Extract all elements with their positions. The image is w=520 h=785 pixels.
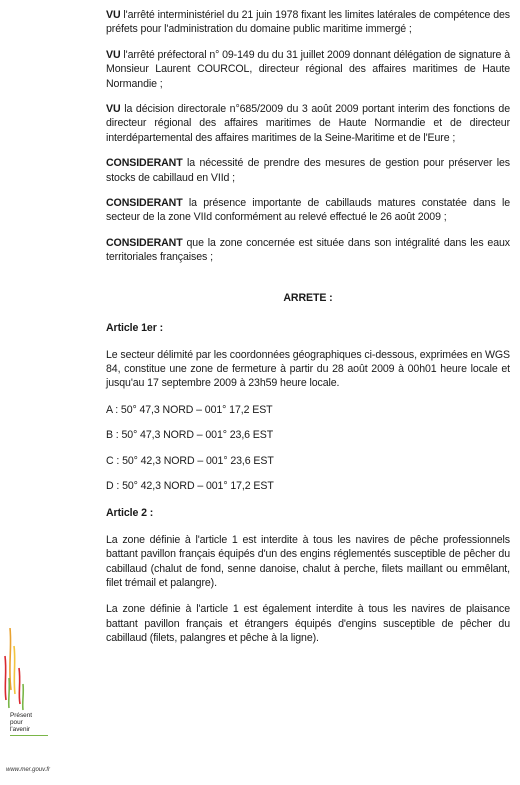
- vu-paragraph-1: VU l'arrêté interministériel du 21 juin 1978 fixant les limites latérales de compétence des préfets pour l'administration du domaine public maritime immergé ;: [106, 9, 510, 36]
- document-body: [106, 8, 510, 657]
- article-1-text: Le secteur délimité par les coordonnées géographiques ci-dessous, exprimées en WGS 84, constitue une zone de fermeture à partir du 28 août 2009 à 00h01 heure locale et jusqu'au 17 septembre 2009 à 23h59 heure locale.: [106, 348, 511, 390]
- considerant-paragraph-1: CONSIDERANT la nécessité de prendre des mesures de gestion pour préserver les stocks de cabillaud en VIId ;: [106, 157, 510, 184]
- arrete-heading: ARRETE :: [283, 291, 333, 304]
- article-2-paragraph-2: La zone définie à l'article 1 est également interdite à tous les navires de plaisance battant pavillon français et étrangers équipés d'engins susceptible de pêcher du cabillaud (filets, palangres et pêche à la ligne).: [106, 603, 510, 645]
- coordinate-a: A : 50° 47,3 NORD – 001° 17,2 EST: [106, 403, 273, 416]
- website-url: www.mer.gouv.fr: [6, 767, 51, 773]
- article-2-title: Article 2 :: [106, 507, 154, 520]
- considerant-paragraph-2: CONSIDERANT la présence importante de cabillauds matures constatée dans le secteur de la zone VIId conformément au relevé effectué le 26 août 2009 ;: [106, 197, 510, 224]
- coordinate-b: B : 50° 47,3 NORD – 001° 23,6 EST: [106, 429, 274, 442]
- considerant-paragraph-3: CONSIDERANT que la zone concernée est située dans son intégralité dans les eaux territoriales françaises ;: [106, 236, 510, 264]
- logo-tagline: Présent pour l'avenir: [10, 712, 33, 733]
- vu-paragraph-3: VU la décision directorale n°685/2009 du 3 août 2009 portant interim des fonctions de directeur régional des affaires maritimes de Haute Normandie et de directeur interdépartemental des affaires maritimes de la Seine-Maritime et de l'Eure ;: [106, 103, 510, 144]
- coordinate-d: D : 50° 42,3 NORD – 001° 17,2 EST: [106, 479, 274, 492]
- logo-underline: [10, 735, 48, 736]
- article-2-paragraph-1: La zone définie à l'article 1 est interdite à tous les navires de pêche professionnels battant pavillon français équipés d'un des engins réglementés susceptible de pêcher du cabillaud (chalut de fond, senne danoise, chalut à perche, filets maillant ou emmêlant, filet trémail et palangre).: [106, 533, 510, 589]
- vu-paragraph-2: VU l'arrêté préfectoral n° 09-149 du du 31 juillet 2009 donnant délégation de signature à Monsieur Laurent COURCOL, directeur régional des affaires maritimes de Haute Normandie ;: [106, 48, 510, 90]
- coordinate-c: C : 50° 42,3 NORD – 001° 23,6 EST: [106, 454, 274, 467]
- article-1-title: Article 1er :: [106, 322, 163, 335]
- marianne-logo-icon: [0, 628, 70, 778]
